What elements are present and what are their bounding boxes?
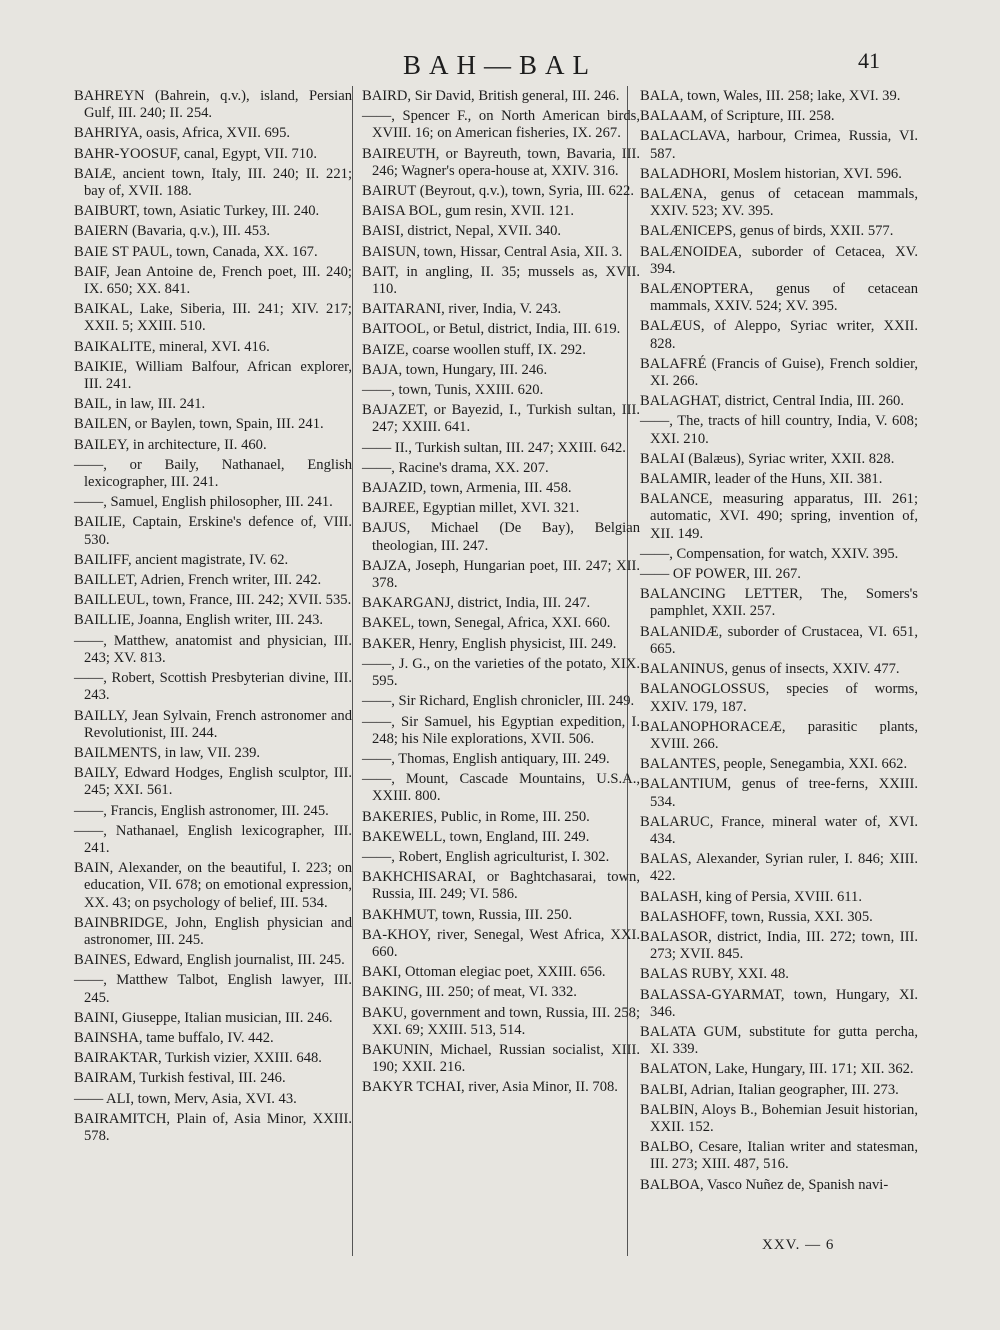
index-entry: BAIRAM, Turkish festival, III. 246. — [74, 1070, 286, 1087]
index-entry: BAKHCHISARAI, or Baghtchasarai, town, Russia, III. 249; VI. 586. — [362, 869, 640, 903]
index-entry: BAHR-YOOSUF, canal, Egypt, VII. 710. — [74, 145, 317, 162]
signature-mark: XXV. — 6 — [762, 1237, 835, 1253]
index-entry: BALANCE, measuring apparatus, III. 261; automatic, XVI. 490; spring, invention of, XII. 149. — [640, 491, 918, 542]
index-entry: BAIRD, Sir David, British general, III. 246. — [362, 88, 620, 104]
index-entry: BALANOPHORACEÆ, parasitic plants, XVIII. 266. — [640, 718, 918, 752]
index-entry: BALA, town, Wales, III. 258; lake, XVI. 39. — [640, 88, 901, 104]
index-entry: ——, Compensation, for watch, XXIV. 395. — [640, 545, 899, 562]
index-entry: BA-KHOY, river, Senegal, West Africa, XXI. 660. — [362, 926, 640, 960]
index-entry: BAINSHA, tame buffalo, IV. 442. — [74, 1029, 274, 1046]
index-entry: BAKHMUT, town, Russia, III. 250. — [362, 906, 573, 923]
index-entry: BALASSA-GYARMAT, town, Hungary, XI. 346. — [640, 986, 918, 1020]
index-entry: BALAS RUBY, XXI. 48. — [640, 966, 789, 983]
index-entry: BAIREUTH, or Bayreuth, town, Bavaria, III. 246; Wagner's opera-house at, XXIV. 316. — [362, 145, 640, 179]
index-entry: ——, Racine's drama, XX. 207. — [362, 459, 549, 476]
index-entry: BALAMIR, leader of the Huns, XII. 381. — [640, 471, 883, 488]
index-entry: BALARUC, France, mineral water of, XVI. 434. — [640, 813, 918, 847]
index-entry: BAIBURT, town, Asiatic Turkey, III. 240. — [74, 203, 320, 220]
index-entry: ——, Thomas, English antiquary, III. 249. — [362, 750, 610, 767]
index-entry: BALASHOFF, town, Russia, XXI. 305. — [640, 908, 873, 925]
index-entry: BALÆUS, of Aleppo, Syriac writer, XXII. 828. — [640, 318, 918, 352]
index-entry: BAJA, town, Hungary, III. 246. — [362, 361, 548, 378]
index-entry: BALANOGLOSSUS, species of worms, XXIV. 179, 187. — [640, 681, 918, 715]
index-entry: BALÆNOPTERA, genus of cetacean mammals, XXIV. 524; XV. 395. — [640, 281, 918, 315]
index-entry: BALAGHAT, district, Central India, III. 260. — [640, 393, 904, 410]
index-entry: —— OF POWER, III. 267. — [640, 566, 801, 583]
index-entry: BAKERIES, Public, in Rome, III. 250. — [362, 808, 590, 825]
index-entry: BAISUN, town, Hissar, Central Asia, XII. 3. — [362, 243, 623, 260]
index-entry: BAIKAL, Lake, Siberia, III. 241; XIV. 217; XXII. 5; XXIII. 510. — [74, 301, 352, 335]
index-entry: BALÆNA, genus of cetacean mammals, XXIV. 523; XV. 395. — [640, 186, 918, 220]
index-entry: BAITOOL, or Betul, district, India, III. 619. — [362, 321, 621, 338]
index-entry: —— ALI, town, Merv, Asia, XVI. 43. — [74, 1090, 297, 1107]
index-entry: BAJREE, Egyptian millet, XVI. 321. — [362, 500, 580, 517]
index-entry: BAIT, in angling, II. 35; mussels as, XVII. 110. — [362, 263, 640, 298]
index-entry: BAKING, III. 250; of meat, VI. 332. — [362, 984, 577, 1001]
index-entry: BALANINUS, genus of insects, XXIV. 477. — [640, 661, 900, 678]
index-entry: ——, Matthew Talbot, English lawyer, III. 245. — [74, 972, 352, 1006]
index-entry: BAIERN (Bavaria, q.v.), III. 453. — [74, 223, 271, 240]
index-entry: BALÆNOIDEA, suborder of Cetacea, XV. 394. — [640, 243, 918, 277]
index-entry: BALANCING LETTER, The, Somers's pamphlet, XXII. 257. — [640, 586, 918, 620]
index-entry: BAJZA, Joseph, Hungarian poet, III. 247; XII. 378. — [362, 557, 640, 592]
index-entry: BAIRAKTAR, Turkish vizier, XXIII. 648. — [74, 1050, 322, 1067]
index-entry: BAIN, Alexander, on the beautiful, I. 223; on education, VII. 678; on emotional expression, XX. 43; on psychology of belief, III. 534. — [74, 860, 352, 911]
index-entry: BAHRIYA, oasis, Africa, XVII. 695. — [74, 125, 291, 142]
index-entry: ——, Sir Samuel, his Egyptian expedition, I. 248; his Nile explorations, XVII. 506. — [362, 713, 640, 747]
index-entry: BALBI, Adrian, Italian geographer, III. 273. — [640, 1081, 899, 1098]
index-entry: BALADHORI, Moslem historian, XVI. 596. — [640, 165, 902, 182]
index-entry: BAIRAMITCH, Plain of, Asia Minor, XXIII. 578. — [74, 1110, 352, 1144]
index-entry: ——, Francis, English astronomer, III. 245. — [74, 802, 329, 819]
index-entry: BAILEN, or Baylen, town, Spain, III. 241. — [74, 416, 324, 433]
page-number: 41 — [858, 48, 880, 73]
index-entry: BAIF, Jean Antoine de, French poet, III. 240; IX. 650; XX. 841. — [74, 263, 352, 298]
index-entry: ——, Nathanael, English lexicographer, III. 241. — [74, 822, 352, 856]
index-entry: BAKARGANJ, district, India, III. 247. — [362, 595, 591, 612]
index-entry: BAKYR TCHAI, river, Asia Minor, II. 708. — [362, 1079, 618, 1096]
index-entry: BAILIE, Captain, Erskine's defence of, VIII. 530. — [74, 514, 352, 548]
index-entry: BAITARANI, river, India, V. 243. — [362, 301, 562, 318]
index-entry: BALBIN, Aloys B., Bohemian Jesuit historian, XXII. 152. — [640, 1101, 918, 1135]
index-entry: BAIE ST PAUL, town, Canada, XX. 167. — [74, 243, 318, 260]
index-entry: BAKI, Ottoman elegiac poet, XXIII. 656. — [362, 964, 606, 981]
index-entry: BAISA BOL, gum resin, XVII. 121. — [362, 203, 575, 220]
index-column-2 — [362, 88, 640, 1100]
index-entry: ——, Robert, Scottish Presbyterian divine, III. 243. — [74, 670, 352, 704]
index-entry: ——, Robert, English agriculturist, I. 302. — [362, 848, 610, 865]
index-entry: BAKUNIN, Michael, Russian socialist, XIII. 190; XXII. 216. — [362, 1041, 640, 1076]
index-entry: BALÆNICEPS, genus of birds, XXII. 577. — [640, 223, 894, 240]
index-entry: ——, J. G., on the varieties of the potato, XIX. 595. — [362, 655, 640, 690]
index-column-3 — [640, 88, 918, 1197]
index-entry: BAILIFF, ancient magistrate, IV. 62. — [74, 551, 289, 568]
index-entry: BALANTIUM, genus of tree-ferns, XXIII. 534. — [640, 776, 918, 810]
index-entry: BALAFRÉ (Francis of Guise), French soldier, XI. 266. — [640, 355, 918, 390]
index-entry: BAKU, government and town, Russia, III. 258; XXI. 69; XXIII. 513, 514. — [362, 1004, 640, 1038]
index-entry: BALANTES, people, Senegambia, XXI. 662. — [640, 756, 908, 773]
index-entry: BAJAZET, or Bayezid, I., Turkish sultan, III. 247; XXIII. 641. — [362, 402, 640, 436]
index-entry: BAISI, district, Nepal, XVII. 340. — [362, 223, 562, 240]
index-entry: BAILLET, Adrien, French writer, III. 242. — [74, 572, 322, 589]
index-entry: BAJUS, Michael (De Bay), Belgian theologian, III. 247. — [362, 520, 640, 554]
index-entry: BALAI (Balæus), Syriac writer, XXII. 828. — [640, 450, 895, 467]
index-entry: BAINI, Giuseppe, Italian musician, III. 246. — [74, 1009, 333, 1026]
index-entry: ——, town, Tunis, XXIII. 620. — [362, 382, 544, 399]
index-entry: BAIZE, coarse woollen stuff, IX. 292. — [362, 341, 586, 358]
index-entry: BALBO, Cesare, Italian writer and statesman, III. 273; XIII. 487, 516. — [640, 1139, 918, 1173]
index-entry: ——, Spencer F., on North American birds, XVIII. 16; on American fisheries, IX. 267. — [362, 108, 640, 142]
index-entry: BALAAM, of Scripture, III. 258. — [640, 108, 835, 125]
column-divider — [352, 86, 353, 1256]
index-entry: BAKER, Henry, English physicist, III. 249. — [362, 635, 617, 652]
index-entry: BAILMENTS, in law, VII. 239. — [74, 744, 261, 761]
index-entry: BALASOR, district, India, III. 272; town, III. 273; XVII. 845. — [640, 928, 918, 963]
index-entry: BAIKALITE, mineral, XVI. 416. — [74, 338, 270, 355]
index-entry: ——, The, tracts of hill country, India, V. 608; XXI. 210. — [640, 413, 918, 447]
index-entry: BAINBRIDGE, John, English physician and astronomer, III. 245. — [74, 914, 352, 948]
index-entry: ——, or Baily, Nathanael, English lexicographer, III. 241. — [74, 456, 352, 491]
page-header-title: BAH—BAL — [402, 50, 597, 80]
index-entry: BAILLIE, Joanna, English writer, III. 243. — [74, 612, 324, 629]
index-entry: BALASH, king of Persia, XVIII. 611. — [640, 888, 862, 905]
index-entry: ——, Samuel, English philosopher, III. 241. — [74, 494, 333, 511]
index-entry: BALACLAVA, harbour, Crimea, Russia, VI. 587. — [640, 128, 918, 162]
index-column-1 — [74, 88, 352, 1148]
index-entry: BAHREYN (Bahrein, q.v.), island, Persian Gulf, III. 240; II. 254. — [74, 88, 352, 122]
index-entry: BAIKIE, William Balfour, African explorer, III. 241. — [74, 358, 352, 393]
index-entry: BAILLY, Jean Sylvain, French astronomer and Revolutionist, III. 244. — [74, 707, 352, 741]
index-entry: BALBOA, Vasco Nuñez de, Spanish navi- — [640, 1176, 889, 1193]
index-entry: —— II., Turkish sultan, III. 247; XXIII. 642. — [362, 439, 626, 456]
index-entry: BAILEY, in architecture, II. 460. — [74, 436, 267, 453]
index-entry: BAIL, in law, III. 241. — [74, 396, 206, 413]
index-entry: BAILY, Edward Hodges, English sculptor, III. 245; XXI. 561. — [74, 765, 352, 799]
index-entry: BALAS, Alexander, Syrian ruler, I. 846; XIII. 422. — [640, 851, 918, 885]
index-entry: BAIÆ, ancient town, Italy, III. 240; II. 221; bay of, XVII. 188. — [74, 165, 352, 200]
index-entry: BAIRUT (Beyrout, q.v.), town, Syria, III. 622. — [362, 183, 634, 200]
index-entry: BAILLEUL, town, France, III. 242; XVII. 535. — [74, 592, 352, 609]
index-entry: ——, Matthew, anatomist and physician, III. 243; XV. 813. — [74, 632, 352, 666]
index-entry: BALATA GUM, substitute for gutta percha, XI. 339. — [640, 1023, 918, 1058]
index-entry: BAINES, Edward, English journalist, III. 245. — [74, 952, 345, 969]
index-entry: BALATON, Lake, Hungary, III. 171; XII. 362. — [640, 1061, 914, 1078]
index-entry: ——, Mount, Cascade Mountains, U.S.A., XXIII. 800. — [362, 771, 640, 805]
index-entry: BALANIDÆ, suborder of Crustacea, VI. 651, 665. — [640, 623, 918, 657]
index-entry: BAJAZID, town, Armenia, III. 458. — [362, 480, 572, 497]
index-entry: BAKEL, town, Senegal, Africa, XXI. 660. — [362, 615, 611, 632]
index-entry: BAKEWELL, town, England, III. 249. — [362, 828, 590, 845]
index-entry: ——, Sir Richard, English chronicler, III. 249. — [362, 693, 635, 710]
